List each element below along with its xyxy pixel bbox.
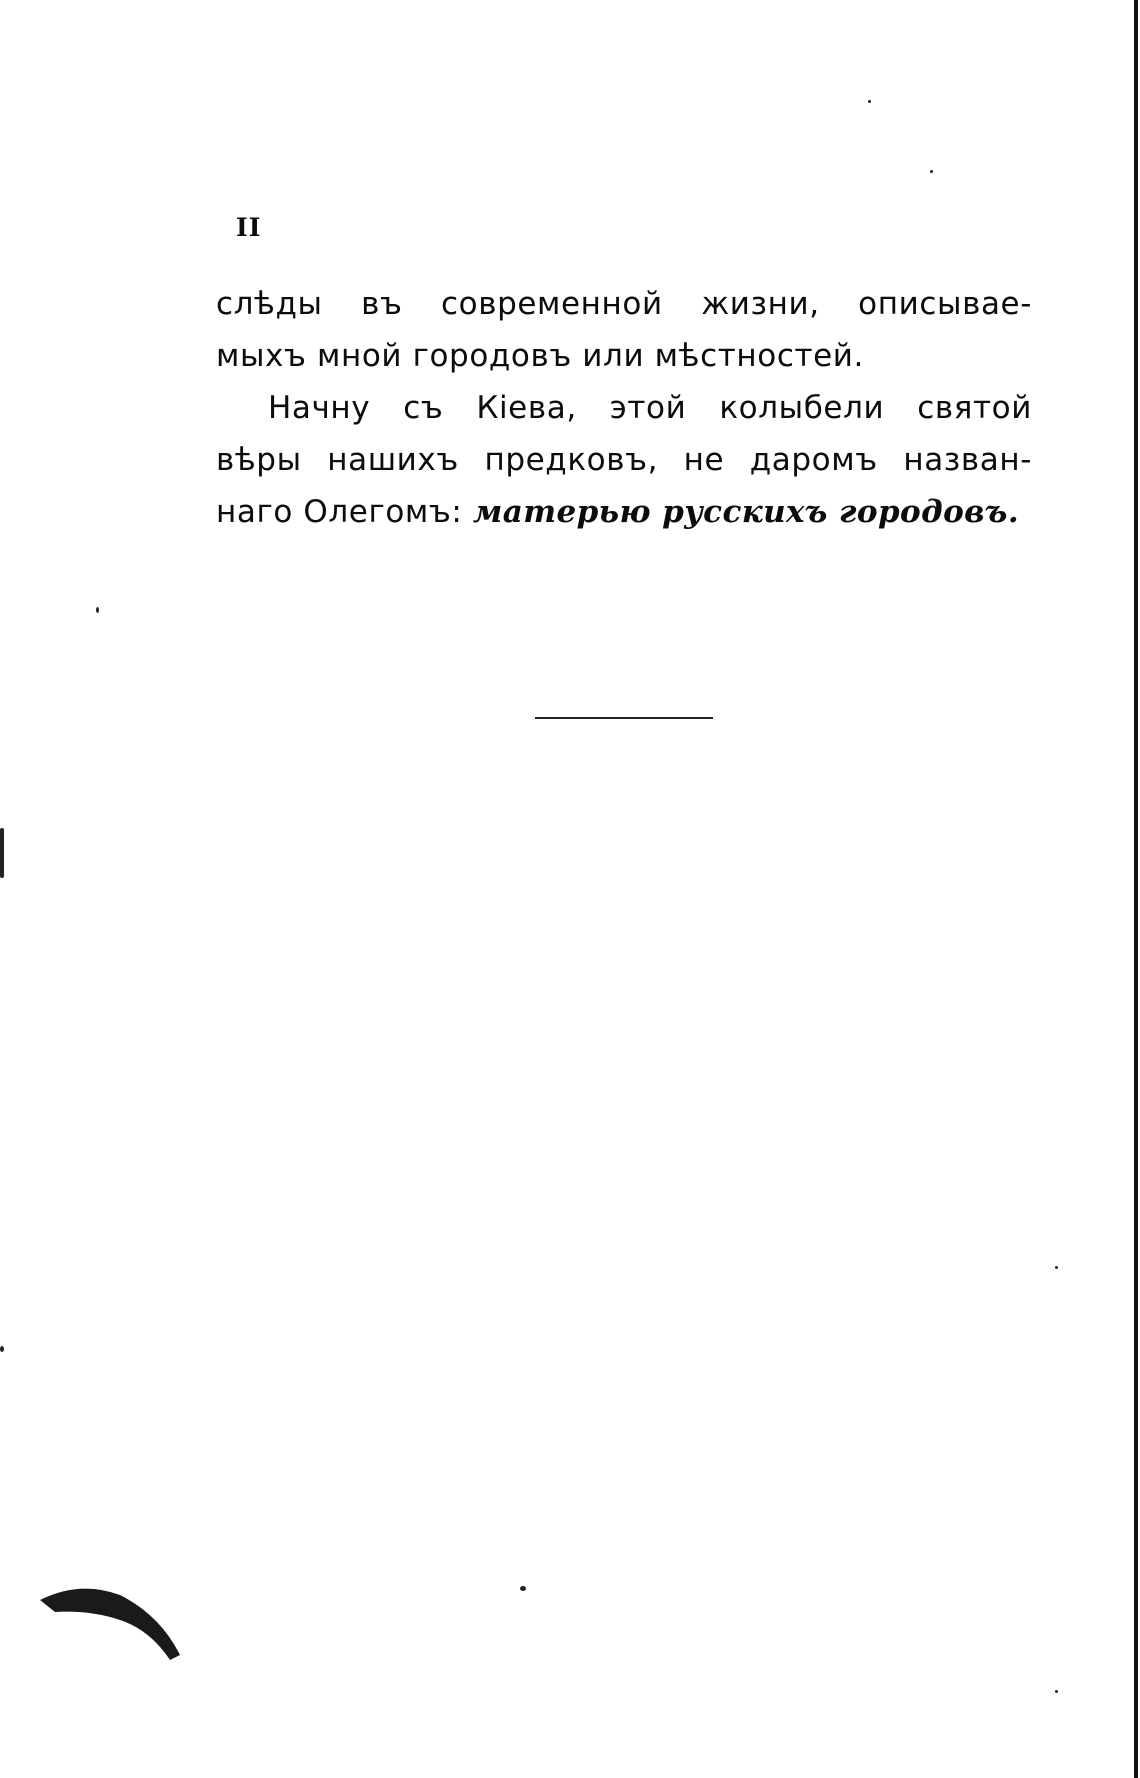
scan-speck	[0, 828, 4, 878]
scan-speck	[1055, 1266, 1058, 1269]
section-end-rule	[535, 717, 713, 719]
text-line-plain: наго Олегомъ:	[216, 494, 473, 530]
scan-speck	[930, 170, 933, 173]
italic-phrase: матерью русскихъ городовъ.	[472, 494, 1020, 530]
scan-smudge	[10, 1560, 210, 1700]
text-line: Начну съ Кіева, этой колыбели святой	[268, 390, 1032, 426]
scan-edge	[1134, 0, 1138, 1778]
scan-speck	[868, 100, 871, 103]
scan-speck	[520, 1586, 526, 1591]
page-number: II	[236, 213, 262, 242]
text-line: мыхъ мной городовъ или мѣстностей.	[216, 338, 864, 374]
text-line-last	[216, 486, 1032, 538]
scan-speck	[1055, 1690, 1058, 1693]
scan-speck	[96, 607, 99, 613]
text-line: вѣры нашихъ предковъ, не даромъ назван-	[216, 442, 1032, 478]
body-text	[216, 278, 1032, 538]
text-line: слѣды въ современной жизни, описывае-	[216, 286, 1032, 322]
scan-speck	[0, 1346, 4, 1352]
